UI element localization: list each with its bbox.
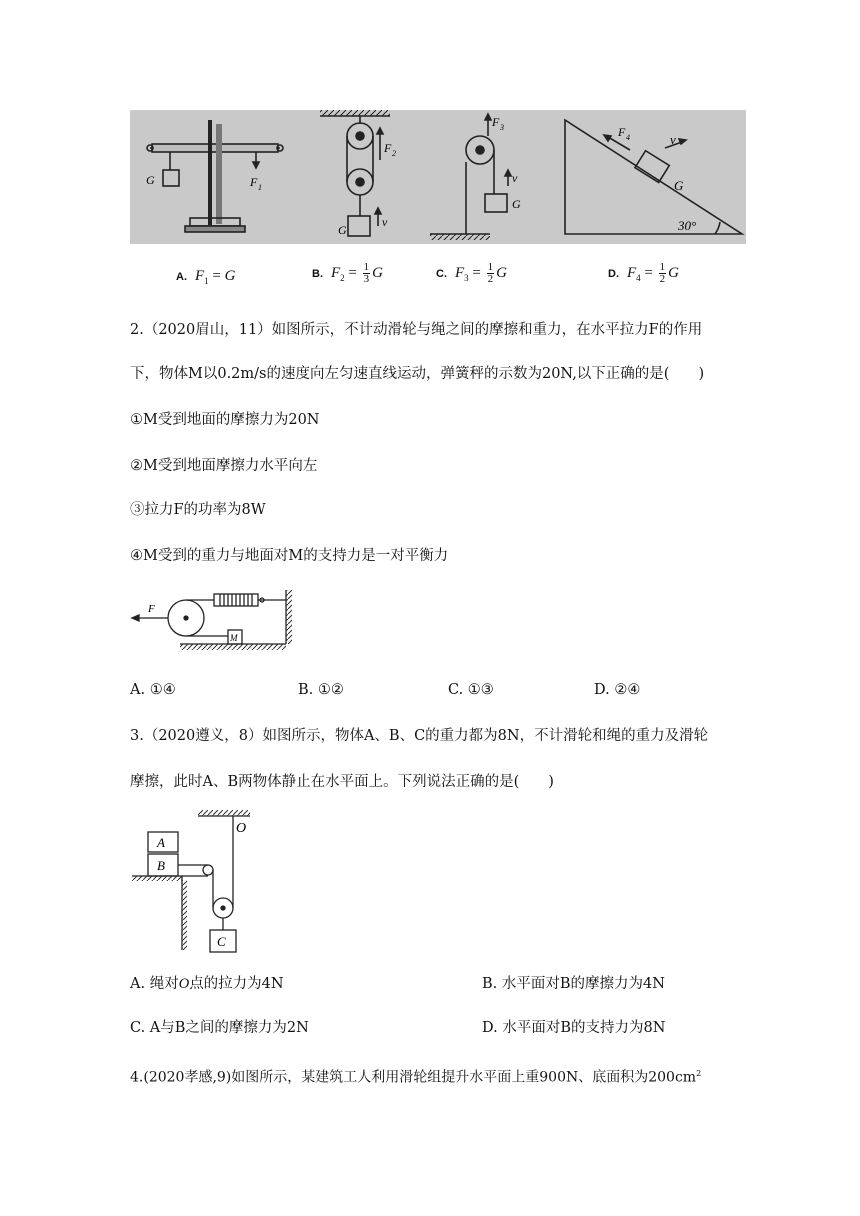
q2-statement-2: ②M受到地面摩擦力水平向左	[130, 458, 318, 474]
q3-figure-A-label: A	[157, 835, 165, 850]
q3-figure-B-label: B	[157, 858, 165, 873]
q3-option-b: B. 水平面对B的摩擦力为4N	[482, 976, 665, 992]
q3-figure-O-label: O	[236, 821, 247, 836]
q2-stem-line1: 2.（2020眉山，11）如图所示，不计动滑轮与绳之间的摩擦和重力，在水平拉力F的作用	[130, 322, 703, 338]
figure-b-F-sub: 2	[392, 149, 396, 158]
figure-a-F-sub: 1	[258, 183, 262, 192]
q4-stem-line1: 4.(2020孝感,9)如图所示，某建筑工人利用滑轮组提升水平面上重900N、底面积为$200cm^2$	[130, 1069, 702, 1086]
figure-a-F-label: F	[250, 175, 258, 189]
q2-option-d: D. ②④	[594, 682, 641, 698]
figure-a-lever	[147, 120, 283, 232]
q2-figure-M-label: M	[230, 633, 238, 643]
q2-option-b: B. ①②	[298, 682, 344, 698]
q2-statement-1: ①M受到地面的摩擦力为20N	[130, 412, 320, 428]
q1-option-c: C. $F_3$ = $\frac{1}{2}$ G	[436, 261, 507, 285]
figure-d-F-sub: 4	[626, 133, 630, 142]
figure-d-v-label: v	[670, 132, 676, 147]
q1-option-a: A. $F_1 = G$	[176, 268, 236, 286]
figure-c-F-label: F	[492, 115, 500, 129]
q1-option-b: B. $F_2$ = $\frac{1}{3}$ G	[312, 261, 383, 285]
q1-option-d: D. $F_4$ = $\frac{1}{2}$ G	[608, 261, 679, 285]
q3-stem-line1: 3.（2020遵义，8）如图所示，物体A、B、C的重力都为8N，不计滑轮和绳的重力及滑轮	[130, 728, 709, 744]
q3-option-a: A. 绳对O点的拉力为4N	[130, 976, 284, 992]
figure-c-G-label: G	[512, 197, 521, 211]
q3-figure	[128, 810, 268, 954]
figure-a-G-label: G	[146, 173, 155, 187]
figure-d-G-label: G	[674, 178, 684, 193]
figure-c-F-sub: 3	[500, 123, 504, 132]
q2-stem-line2: 下，物体M以0.2m/s的速度向左匀速直线运动，弹簧秤的示数为20N,以下正确的是( )	[130, 366, 705, 382]
q2-option-a: A. ①④	[130, 682, 176, 698]
q1-figure-photo	[130, 110, 746, 244]
q1-figures-svg	[130, 110, 746, 244]
q3-stem-line2: 摩擦，此时A、B两物体静止在水平面上。下列说法正确的是( )	[130, 774, 554, 790]
figure-b-pulleys	[320, 110, 390, 236]
q2-figure	[128, 584, 298, 656]
figure-b-F-label: F	[384, 141, 392, 155]
q2-figure-F-label: F	[148, 603, 155, 615]
q2-statement-3: ③拉力F的功率为8W	[130, 502, 266, 518]
q3-option-d: D. 水平面对B的支持力为8N	[482, 1020, 666, 1036]
figure-d-F-label: F	[618, 125, 626, 139]
q2-statement-4: ④M受到的重力与地面对M的支持力是一对平衡力	[130, 548, 449, 564]
q3-option-c: C. A与B之间的摩擦力为2N	[130, 1020, 309, 1036]
figure-d-incline	[565, 120, 742, 234]
q2-option-c: C. ①③	[448, 682, 494, 698]
figure-d-angle-label: 30°	[678, 218, 697, 233]
figure-b-G-label: G	[338, 223, 347, 237]
q3-figure-C-label: C	[217, 934, 226, 949]
figure-c-v-label: v	[512, 171, 518, 185]
figure-b-v-label: v	[382, 215, 388, 229]
figure-c-pulley	[430, 114, 511, 240]
